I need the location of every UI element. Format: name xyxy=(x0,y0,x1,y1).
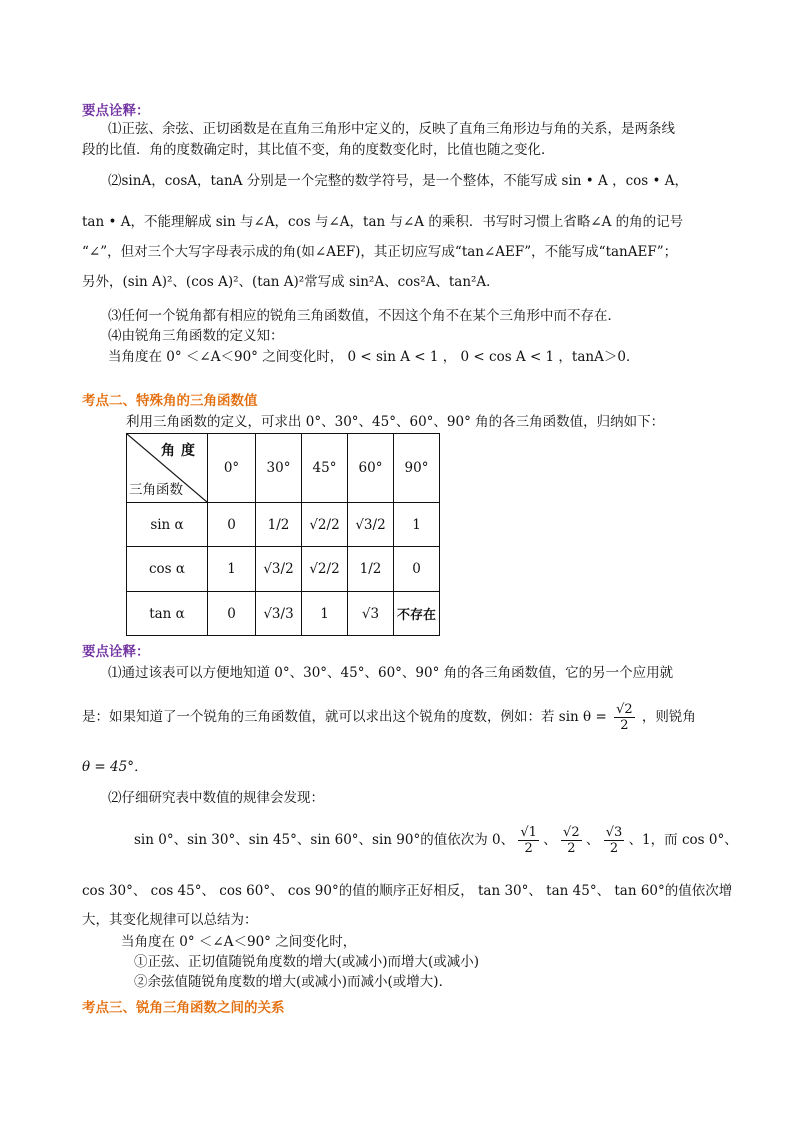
row-label-sin: sin α xyxy=(127,503,208,547)
trig-values-table xyxy=(126,433,440,636)
note2-p1-line3: θ = 45°． xyxy=(82,759,148,775)
fraction-sqrt3-over-2 xyxy=(604,826,625,855)
note2-seq-line1: sin 0°、sin 30°、sin 45°、sin 60°、sin 90°的值依次为 0、 $\frac{√1}{2}$ 、 $\frac{√2}{2}$ 、 $\frac{√3}{2}$ 、1，而 cos 0°、 xyxy=(134,825,738,856)
fraction-sqrt2-over-2 xyxy=(561,826,582,855)
fraction-numerator: √2 xyxy=(563,825,580,840)
fraction-sqrt2-over-2 xyxy=(614,703,635,732)
table-corner-cell xyxy=(127,434,208,503)
note2-range: 当角度在 0° ＜∠A＜90° 之间变化时， xyxy=(121,934,357,950)
table-cell: 1/2 xyxy=(348,547,394,592)
table-cell: 0 xyxy=(394,547,440,592)
note1-range: 当角度在 0° ＜∠A＜90° 之间变化时， 0 < sin A < 1 ， 0 < cos A < 1 ，tanA＞0． xyxy=(108,349,640,365)
fraction-numerator: √1 xyxy=(520,825,537,840)
section2-intro: 利用三角函数的定义，可求出 0°、30°、45°、60°、90° 角的各三角函数值，归纳如下： xyxy=(126,414,665,430)
fraction-denominator: 2 xyxy=(620,718,629,733)
header-cell: 60° xyxy=(348,434,394,503)
table-cell: √3/2 xyxy=(256,547,302,592)
fraction-numerator: √2 xyxy=(616,702,633,717)
fraction-denominator: 2 xyxy=(609,841,619,856)
note2-rule1: ①正弦、正切值随锐角度数的增大(或减小)而增大(或减小) xyxy=(134,954,480,970)
note2-p1-line2 xyxy=(82,703,696,732)
table-cell: √2/2 xyxy=(302,547,348,592)
note1-p2-line2: tan • A，不能理解成 sin 与∠A，cos 与∠A，tan 与∠A 的乘积．书写时习惯上省略∠A 的角的记号 xyxy=(82,214,684,230)
note1-p1-line2: 段的比值．角的度数确定时，其比值不变，角的度数变化时，比值也随之变化． xyxy=(82,142,555,158)
section2-title: 考点二、特殊角的三角函数值 xyxy=(82,393,258,409)
note2-seq-line2: cos 30°、 cos 45°、 cos 60°、 cos 90°的值的顺序正好相反， tan 30°、 tan 45°、 tan 60°的值依次增 xyxy=(82,883,733,899)
table-cell: 不存在 xyxy=(394,592,440,636)
corner-label-function: 三角函数 xyxy=(129,482,183,498)
table-cell: √2/2 xyxy=(302,503,348,547)
note2-seq-line3: 大，其变化规律可以总结为： xyxy=(82,912,258,928)
note2-seq-text: sin 0°、sin 30°、sin 45°、sin 60°、sin 90°的值依次为 0、 xyxy=(134,832,515,848)
note1-p2-line1: ⑵sinA，cosA，tanA 分别是一个完整的数学符号，是一个整体，不能写成 sin • A ，cos • A， xyxy=(108,173,688,189)
fraction-numerator: √3 xyxy=(605,825,623,840)
table-cell: 1 xyxy=(208,547,256,592)
note2-p1-line2-tail: ，则锐角 xyxy=(641,709,696,725)
table-cell: 0 xyxy=(208,592,256,636)
note2-seq-tail: 、1，而 cos 0°、 xyxy=(628,832,738,848)
note1-p3: ⑶任何一个锐角都有相应的锐角三角函数值，不因这个角不在某个三角形中而不存在． xyxy=(108,308,621,324)
header-cell: 30° xyxy=(256,434,302,503)
note2-rule2: ②余弦值随锐角度数的增大(或减小)而减小(或增大)． xyxy=(134,974,453,990)
note1-p2-line3: “∠”，但对三个大写字母表示成的角(如∠AEF)，其正切应写成“tan∠AEF”，不能写成“tanAEF”； xyxy=(82,244,678,260)
table-cell: 1/2 xyxy=(256,503,302,547)
corner-label-angle: 角度 xyxy=(161,443,201,459)
table-cell: 1 xyxy=(302,592,348,636)
note1-p4: ⑷由锐角三角函数的定义知： xyxy=(108,328,284,344)
table-cell: 0 xyxy=(208,503,256,547)
note-heading-2: 要点诠释： xyxy=(82,644,150,660)
note-heading-1: 要点诠释： xyxy=(82,103,150,119)
header-cell: 90° xyxy=(394,434,440,503)
fraction-denominator: 2 xyxy=(524,841,533,856)
note1-p2-line4: 另外，(sin A)²、(cos A)²、(tan A)²常写成 sin²A、cos²A、tan²A． xyxy=(82,274,500,290)
table-cell: √3/2 xyxy=(348,503,394,547)
header-cell: 0° xyxy=(208,434,256,503)
section3-title: 考点三、锐角三角函数之间的关系 xyxy=(82,1000,285,1016)
table-cell: 1 xyxy=(394,503,440,547)
row-label-tan: tan α xyxy=(127,592,208,636)
note2-p1-line1: ⑴通过该表可以方便地知道 0°、30°、45°、60°、90° 角的各三角函数值，它的另一个应用就 xyxy=(108,665,674,681)
note2-p2: ⑵仔细研究表中数值的规律会发现： xyxy=(108,790,324,806)
note2-p1-line2-text: 是：如果知道了一个锐角的三角函数值，就可以求出这个锐角的度数，例如：若 sin θ = xyxy=(82,709,607,725)
fraction-sqrt1-over-2 xyxy=(518,826,539,855)
table-cell: √3/3 xyxy=(256,592,302,636)
table-cell: √3 xyxy=(348,592,394,636)
fraction-denominator: 2 xyxy=(567,841,576,856)
row-label-cos: cos α xyxy=(127,547,208,592)
header-cell: 45° xyxy=(302,434,348,503)
note1-p1-line1: ⑴正弦、余弦、正切函数是在直角三角形中定义的，反映了直角三角形边与角的关系，是两条线 xyxy=(108,121,675,137)
